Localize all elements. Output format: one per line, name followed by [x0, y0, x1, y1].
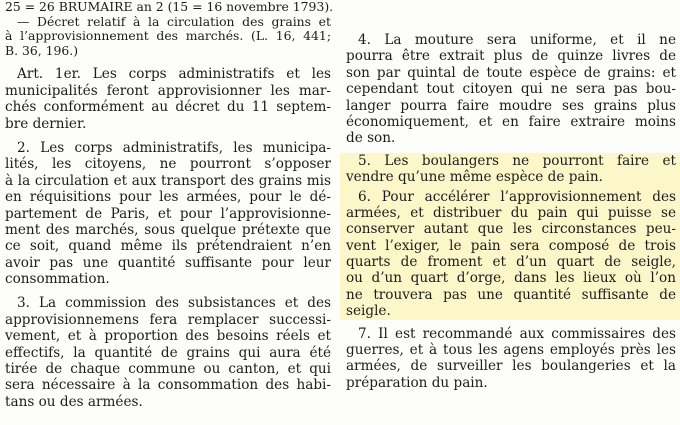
header-line: 25 = 26 BRUMAIRE an 2 (15 = 16 novembre 1793). [5, 0, 334, 14]
article-line: pourra être extrait plus de quinze livres de [346, 48, 676, 65]
article-line: quarts de froment et d’un quart de seigle, [346, 254, 676, 271]
article-line: 7. Il est recommandé aux commissaires des [358, 325, 676, 342]
header-line: à l’approvisionnement des marchés. (L. 16, 441; [5, 28, 331, 44]
left-column [5, 0, 334, 410]
article-line: sera nécessaire à la consommation des habi- [5, 377, 331, 394]
article-7 [346, 326, 676, 392]
article-5 [346, 153, 676, 186]
article-line: armées, de surveiller les boulangeries et la [346, 358, 676, 375]
article-line: 3. La commission des subsistances et des [17, 295, 331, 312]
article-6 [346, 189, 676, 320]
article-line: préparation du pain. [346, 374, 488, 391]
article-2 [5, 140, 331, 288]
article-line: langer pourra faire moudre ses grains plus [346, 97, 676, 114]
article-line: avoir pas une quantité suffisante pour leur [5, 254, 331, 271]
article-4 [346, 32, 676, 147]
article-line: tirée de chaque commune ou canton, et qui [5, 361, 331, 378]
article-line: tans ou des armées. [5, 393, 143, 410]
header-line: — Décret relatif à la circulation des grains et [17, 13, 331, 29]
article-line: ce soit, quand même ils prétendraient n’en [5, 238, 331, 255]
article-line: ou d’un quart d’orge, dans les lieux où l’on [346, 270, 676, 287]
article-line: conserver autant que les circonstances peu- [346, 221, 676, 238]
article-line: chés conformément au décret du 11 septem- [5, 99, 331, 116]
article-line: ne trouvera pas une quantité suffisante de [346, 286, 676, 303]
article-line: partement de Paris, et pour l’approvisionne- [5, 205, 331, 222]
article-line: à la circulation et aux transport des grains mis [5, 172, 331, 189]
article-line: 4. La mouture sera uniforme, et il ne [358, 32, 676, 48]
article-line: Art. 1er. Les corps administratifs et les [17, 66, 331, 83]
article-line: 2. Les corps administratifs, les municipa- [17, 139, 331, 156]
article-line: vement, et à proportion des besoins réels et [5, 328, 331, 345]
article-line: 5. Les boulangers ne pourront faire et [358, 152, 676, 169]
header-line: B. 36, 196.) [5, 42, 79, 58]
article-line: ment des marchés, sous quelque prétexte que [5, 221, 331, 238]
article-1 [5, 66, 331, 132]
highlighted-passage [340, 153, 680, 320]
article-line: guerres, et à tous les agens employés près les [346, 342, 676, 359]
article-line: économiquement, et en faire extraire moins [346, 113, 676, 130]
article-line: vent l’exiger, le pain sera composé de trois [346, 237, 676, 254]
article-line: municipalités feront approvisionner les mar- [5, 82, 331, 99]
right-column [346, 32, 676, 391]
article-line: effectifs, la quantité de grains qui aura été [5, 344, 331, 361]
decree-header [5, 0, 334, 58]
article-line: vendre qu’une même espèce de pain. [346, 169, 603, 186]
article-line: approvisionnemens fera remplacer successi- [5, 311, 331, 328]
article-line: cependant tout citoyen qui ne sera pas bou- [346, 81, 676, 98]
article-line: son par quintal de toute espèce de grains: et [346, 64, 676, 81]
article-line: en réquisitions pour les armées, pour le dé- [5, 189, 331, 206]
article-line: consommation. [5, 271, 110, 288]
article-line: bre dernier. [5, 115, 87, 132]
article-line: lités, les citoyens, ne pourront s’opposer [5, 156, 331, 173]
article-line: seigle. [346, 303, 391, 320]
article-line: 6. Pour accélérer l’approvisionnement des [358, 188, 676, 205]
article-line: armées, et distribuer du pain qui puisse se [346, 204, 676, 221]
article-3 [5, 295, 331, 410]
article-line: de son. [346, 130, 396, 147]
